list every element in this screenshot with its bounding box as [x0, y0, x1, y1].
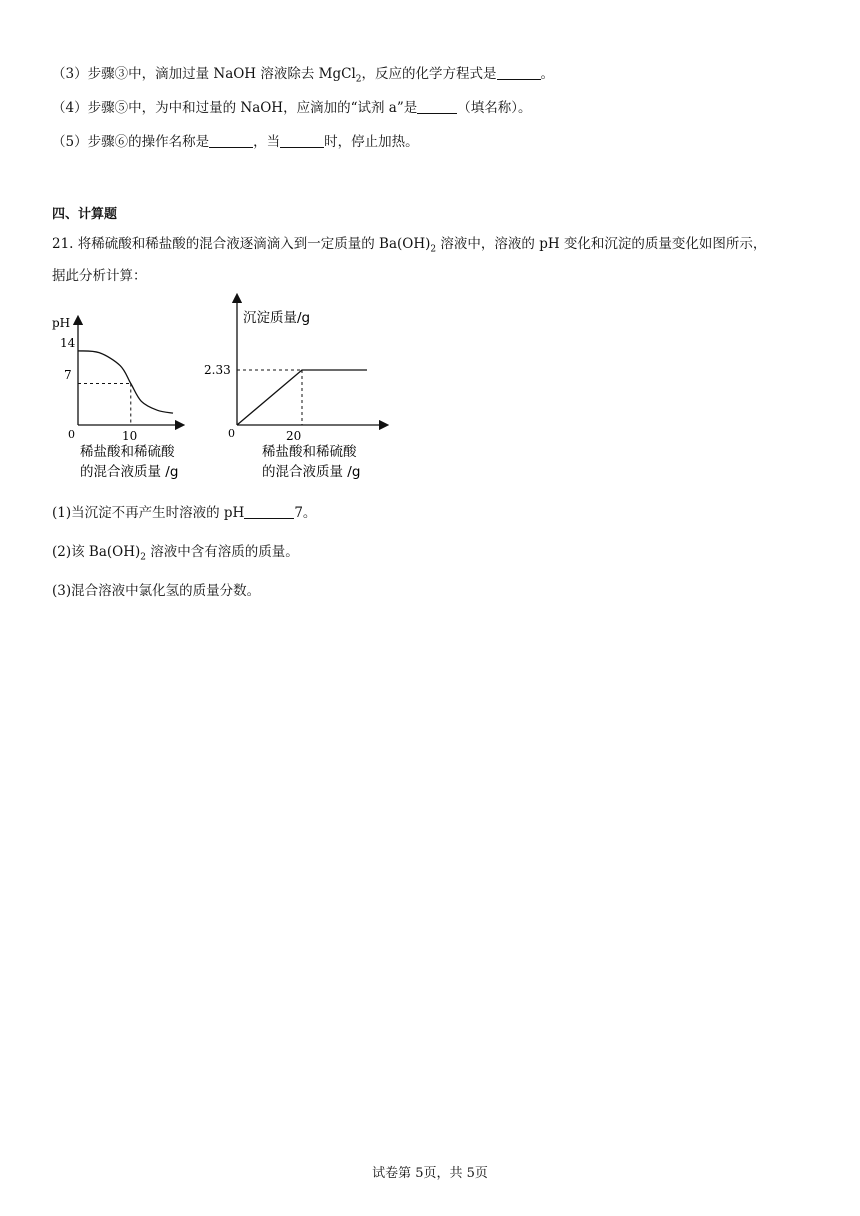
- answer-blank[interactable]: [244, 505, 294, 520]
- q21-sub2: (2)该 $Ba(OH)_2$ 溶液中含有溶质的质量。: [52, 544, 299, 563]
- q21-sub3: (3)混合溶液中氯化氢的质量分数。: [52, 583, 261, 599]
- ph-curve: [78, 351, 173, 413]
- ph-x-label-1: 稀盐酸和稀硫酸: [80, 444, 175, 460]
- pre-x-label-2: 的混合液质量 /g: [262, 464, 361, 480]
- precipitate-chart: [204, 298, 384, 480]
- answer-blank[interactable]: [280, 134, 324, 149]
- ph-tick-10: 10: [122, 429, 138, 443]
- q21-stem: 21. 将稀硫酸和稀盐酸的混合液逐滴滴入到一定质量的 $Ba(OH)_2$ 溶液中，溶液的 pH 变化和沉淀的质量变化如图所示，: [52, 236, 767, 255]
- answer-blank[interactable]: [209, 134, 253, 149]
- pre-y-label: 沉淀质量/g: [243, 310, 311, 326]
- pre-x-label-1: 稀盐酸和稀硫酸: [262, 444, 357, 460]
- q21-sub1: (1)当沉淀不再产生时溶液的 pH 7。: [52, 505, 317, 521]
- ph-x-label-2: 的混合液质量 /g: [80, 464, 179, 480]
- pre-tick-2.33: 2.33: [204, 363, 231, 377]
- pre-tick-20: 20: [286, 429, 302, 443]
- q21-stem-line2: 据此分析计算：: [52, 268, 147, 284]
- section-heading: 四、计算题: [52, 207, 118, 222]
- ph-y-label: pH: [52, 316, 71, 330]
- q21-figure: [40, 290, 400, 490]
- pre-origin: 0: [228, 427, 235, 440]
- ph-origin: 0: [68, 428, 75, 441]
- answer-blank[interactable]: [497, 66, 541, 81]
- ph-chart: [52, 316, 180, 480]
- answer-blank[interactable]: [417, 100, 457, 115]
- ph-tick-7: 7: [64, 368, 72, 382]
- q20-part4: （4）步骤⑤中，为中和过量的 NaOH，应滴加的“试剂 a”是 （填名称）。: [52, 100, 532, 116]
- q20-part5: （5）步骤⑥的操作名称是 ，当 时，停止加热。: [52, 134, 419, 150]
- page-footer: 试卷第 5页，共 5页: [372, 1166, 488, 1181]
- ph-tick-14: 14: [60, 336, 76, 350]
- q20-part3: （3）步骤③中，滴加过量 NaOH 溶液除去 MgCl$_2$，反应的化学方程式是 。: [52, 66, 555, 85]
